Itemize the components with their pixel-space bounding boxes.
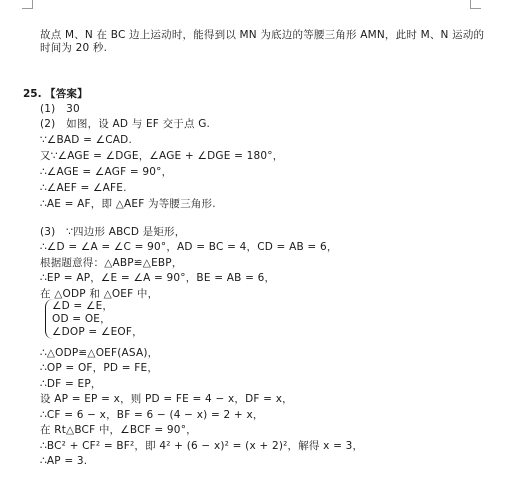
part-3-line: 在 Rt△BCF 中，∠BCF = 90°， (40, 424, 197, 436)
part-3-line: ∴OP = OF，PD = FE， (40, 362, 159, 374)
part-3-line: ∴DF = EP， (40, 378, 102, 390)
answer-tag: 【答案】 (45, 88, 88, 100)
part-1-answer: (1) 30 (40, 103, 80, 115)
part-3-line: (3) ∵四边形 ABCD 是矩形， (40, 226, 186, 238)
intro-line-1: 故点 M、N 在 BC 边上运动时，能得到以 MN 为底边的等腰三角形 AMN，此时 M、N 运动的 (40, 29, 485, 41)
part-3-line: 在 △ODP 和 △OEF 中， (40, 288, 159, 300)
part-3-line: ∴∠D = ∠A = ∠C = 90°，AD = BC = 4，CD = AB = 6， (40, 241, 338, 253)
part-2-line: ∵∠BAD = ∠CAD. (40, 134, 132, 146)
margin-corner-mark-right (470, 0, 481, 9)
part-2-line: ∴AE = AF，即 △AEF 为等腰三角形. (40, 198, 216, 210)
system-condition-line: OD = OE， (52, 313, 111, 325)
question-number: 25. (23, 88, 42, 100)
part-2-line: 又∵∠AGE = ∠DGE，∠AGE + ∠DGE = 180°， (40, 150, 284, 162)
system-condition-line: ∠DOP = ∠EOF， (52, 326, 143, 338)
part-3-line: ∴△ODP≌△OEF(ASA)， (40, 347, 159, 359)
part-3-line: 根据题意得：△ABP≌△EBP， (40, 257, 183, 269)
intro-line-2: 时间为 20 秒. (40, 42, 108, 54)
part-2-line: ∴∠AGE = ∠AGF = 90°， (40, 166, 173, 178)
part-2-line: (2) 如图，设 AD 与 EF 交于点 G. (40, 118, 211, 130)
part-3-line: ∴CF = 6 − x，BF = 6 − (4 − x) = 2 + x， (40, 409, 264, 421)
margin-corner-mark-left (22, 0, 33, 9)
part-3-line: ∴BC² + CF² = BF²，即 4² + (6 − x)² = (x + 2)²，解得 x = 3， (40, 440, 364, 452)
part-3-line: 设 AP = EP = x，则 PD = FE = 4 − x，DF = x， (40, 393, 293, 405)
part-2-line: ∴∠AEF = ∠AFE. (40, 182, 127, 194)
part-3-final-answer: ∴AP = 3. (40, 455, 88, 467)
system-condition-line: ∠D = ∠E， (52, 300, 114, 312)
part-3-line: ∴EP = AP，∠E = ∠A = 90°，BE = AB = 6， (40, 272, 276, 284)
